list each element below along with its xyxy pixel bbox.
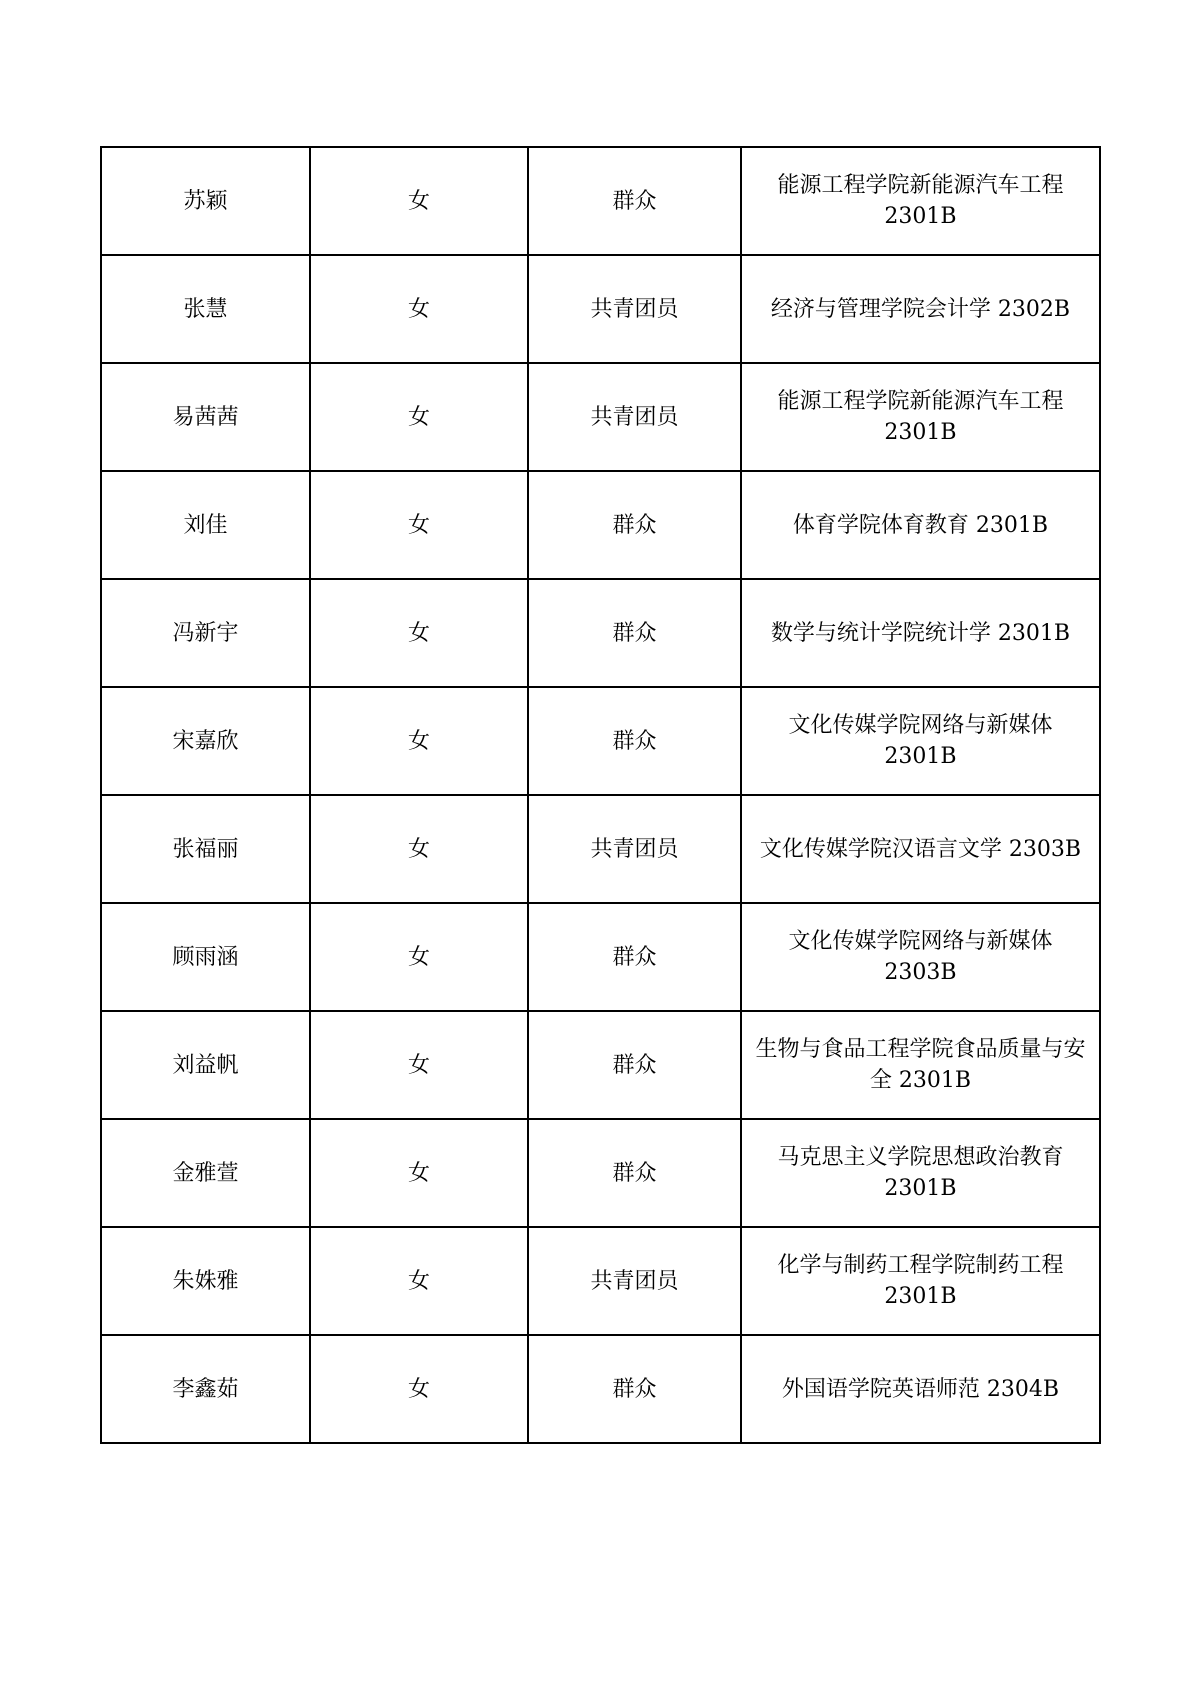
gender-cell: 女 xyxy=(310,1119,528,1227)
class-cell: 体育学院体育教育 2301B xyxy=(741,471,1100,579)
class-cell: 马克思主义学院思想政治教育 2301B xyxy=(741,1119,1100,1227)
gender-cell: 女 xyxy=(310,471,528,579)
gender-cell: 女 xyxy=(310,579,528,687)
table-row xyxy=(101,795,1100,903)
class-cell: 能源工程学院新能源汽车工程 2301B xyxy=(741,147,1100,255)
class-cell: 数学与统计学院统计学 2301B xyxy=(741,579,1100,687)
political-status-cell: 群众 xyxy=(528,1335,741,1443)
student-name-cell: 顾雨涵 xyxy=(101,903,310,1011)
political-status-cell: 群众 xyxy=(528,1011,741,1119)
gender-cell: 女 xyxy=(310,1227,528,1335)
political-status-cell: 群众 xyxy=(528,147,741,255)
political-status-cell: 群众 xyxy=(528,471,741,579)
political-status-cell: 共青团员 xyxy=(528,255,741,363)
student-name-cell: 冯新宇 xyxy=(101,579,310,687)
gender-cell: 女 xyxy=(310,795,528,903)
class-cell: 文化传媒学院汉语言文学 2303B xyxy=(741,795,1100,903)
table-row xyxy=(101,903,1100,1011)
table-row xyxy=(101,687,1100,795)
table-row xyxy=(101,1335,1100,1443)
political-status-cell: 共青团员 xyxy=(528,795,741,903)
roster-table-body xyxy=(101,147,1100,1443)
student-name-cell: 宋嘉欣 xyxy=(101,687,310,795)
gender-cell: 女 xyxy=(310,687,528,795)
table-row xyxy=(101,471,1100,579)
political-status-cell: 共青团员 xyxy=(528,1227,741,1335)
political-status-cell: 群众 xyxy=(528,903,741,1011)
student-name-cell: 易茜茜 xyxy=(101,363,310,471)
table-row xyxy=(101,147,1100,255)
gender-cell: 女 xyxy=(310,1011,528,1119)
table-row xyxy=(101,1119,1100,1227)
class-cell: 能源工程学院新能源汽车工程 2301B xyxy=(741,363,1100,471)
roster-table xyxy=(100,146,1101,1444)
class-cell: 生物与食品工程学院食品质量与安全 2301B xyxy=(741,1011,1100,1119)
political-status-cell: 群众 xyxy=(528,1119,741,1227)
table-row xyxy=(101,579,1100,687)
student-name-cell: 朱姝雅 xyxy=(101,1227,310,1335)
student-name-cell: 苏颖 xyxy=(101,147,310,255)
table-row xyxy=(101,363,1100,471)
class-cell: 经济与管理学院会计学 2302B xyxy=(741,255,1100,363)
class-cell: 文化传媒学院网络与新媒体 2301B xyxy=(741,687,1100,795)
gender-cell: 女 xyxy=(310,903,528,1011)
class-cell: 外国语学院英语师范 2304B xyxy=(741,1335,1100,1443)
student-name-cell: 金雅萱 xyxy=(101,1119,310,1227)
table-row xyxy=(101,1011,1100,1119)
gender-cell: 女 xyxy=(310,363,528,471)
gender-cell: 女 xyxy=(310,1335,528,1443)
student-name-cell: 李鑫茹 xyxy=(101,1335,310,1443)
table-row xyxy=(101,1227,1100,1335)
table-row xyxy=(101,255,1100,363)
political-status-cell: 共青团员 xyxy=(528,363,741,471)
class-cell: 化学与制药工程学院制药工程 2301B xyxy=(741,1227,1100,1335)
student-name-cell: 刘佳 xyxy=(101,471,310,579)
gender-cell: 女 xyxy=(310,147,528,255)
student-name-cell: 张福丽 xyxy=(101,795,310,903)
political-status-cell: 群众 xyxy=(528,579,741,687)
student-name-cell: 张慧 xyxy=(101,255,310,363)
gender-cell: 女 xyxy=(310,255,528,363)
political-status-cell: 群众 xyxy=(528,687,741,795)
class-cell: 文化传媒学院网络与新媒体 2303B xyxy=(741,903,1100,1011)
student-name-cell: 刘益帆 xyxy=(101,1011,310,1119)
